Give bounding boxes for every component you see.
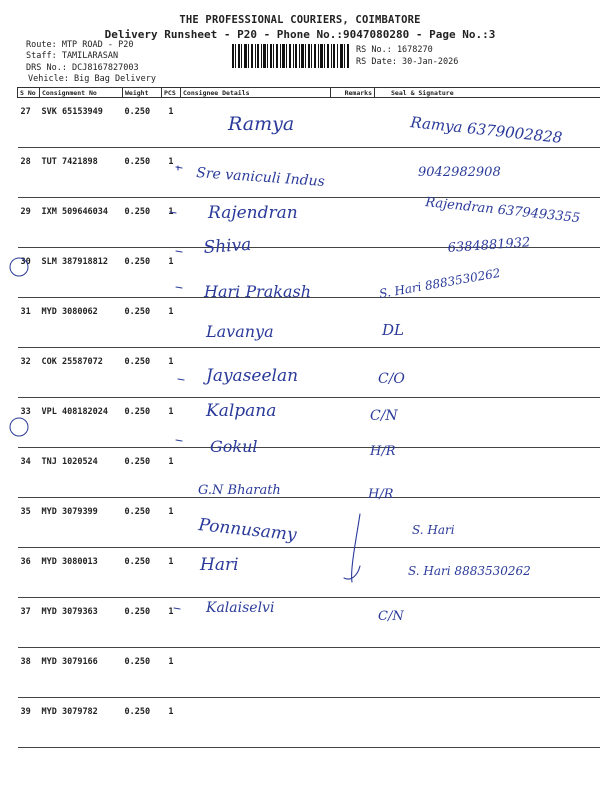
pcs: 1: [168, 307, 174, 317]
sno: 34: [18, 448, 40, 498]
table-row: [18, 348, 600, 398]
table-row: [18, 248, 600, 298]
weight: 0.250: [123, 448, 162, 498]
pcs: 1: [168, 607, 174, 617]
sno: 33: [18, 398, 40, 448]
consignee-handwriting: Rajendran: [208, 203, 298, 223]
table-header-row: [18, 88, 600, 98]
consignment-no: TNJ 1020524: [40, 448, 123, 498]
consignee-handwriting: Kalaiselvi: [206, 600, 275, 616]
consignee-handwriting: Ramya: [228, 113, 295, 135]
rs-number: RS No.: 1678270: [356, 45, 433, 55]
signature-handwriting: Rajendran 6379493355: [424, 195, 581, 227]
table-row: [18, 148, 600, 198]
sno: 37: [18, 598, 40, 648]
pcs-cell: [162, 298, 181, 348]
sno: 39: [18, 698, 40, 748]
consignment-no: MYD 3079782: [40, 698, 123, 748]
consignment-no: TUT 7421898: [40, 148, 123, 198]
consignment-no: MYD 3080062: [40, 298, 123, 348]
table-row: [18, 598, 600, 648]
consignee-handwriting: Shiva: [202, 234, 253, 258]
col-weight: Weight: [123, 88, 162, 98]
signature-handwriting: S. Hari 8883530262: [408, 564, 531, 578]
col-pcs: PCS: [162, 88, 181, 98]
table-row: [18, 548, 600, 598]
signature-handwriting: H/R: [368, 487, 394, 502]
table-row: [18, 298, 600, 348]
weight: 0.250: [123, 398, 162, 448]
rs-date: RS Date: 30-Jan-2026: [356, 57, 459, 67]
staff-label: Staff: TAMILARASAN: [26, 51, 119, 61]
drs-number: DRS No.: DCJ8167827003: [26, 63, 139, 73]
signature-handwriting: 9042982908: [418, 165, 501, 180]
consignee-handwriting: Jayaseelan: [206, 366, 299, 386]
col-remarks: Remarks: [331, 88, 375, 98]
consignment-no: MYD 3080013: [40, 548, 123, 598]
col-consignment: Consignment No: [40, 88, 123, 98]
vehicle-label: Vehicle: Big Bag Delivery: [28, 74, 156, 84]
pcs: 1: [168, 357, 174, 367]
pcs-cell: [162, 98, 181, 148]
sno: 29: [18, 198, 40, 248]
weight: 0.250: [123, 548, 162, 598]
weight: 0.250: [123, 348, 162, 398]
consignee-handwriting: Kalpana: [206, 401, 277, 421]
company-title: THE PROFESSIONAL COURIERS, COIMBATORE: [179, 14, 421, 26]
sno: 32: [18, 348, 40, 398]
col-sno: S No: [18, 88, 40, 98]
signature-handwriting: C/N: [378, 609, 404, 624]
pcs: 1: [168, 157, 174, 167]
table-row: [18, 448, 600, 498]
consignment-no: MYD 3079399: [40, 498, 123, 548]
signature-handwriting: S. Hari: [412, 523, 455, 537]
pcs: 1: [168, 507, 174, 517]
sno: 35: [18, 498, 40, 548]
col-consignee: Consignee Details: [181, 88, 331, 98]
pcs-cell: [162, 448, 181, 498]
weight: 0.250: [123, 648, 162, 698]
consignment-no: SVK 65153949: [40, 98, 123, 148]
consignment-no: IXM 509646034: [40, 198, 123, 248]
sno: 36: [18, 548, 40, 598]
consignee-handwriting: G.N Bharath: [198, 483, 281, 498]
pcs: 1: [168, 107, 174, 117]
runsheet-subtitle: Delivery Runsheet - P20 - Phone No.:9047080280 - Page No.:3: [104, 28, 496, 41]
sno: 27: [18, 98, 40, 148]
pcs-cell: [162, 198, 181, 248]
signature-handwriting: S. Hari 8883530262: [378, 265, 502, 301]
pcs-cell: [162, 548, 181, 598]
weight: 0.250: [123, 248, 162, 298]
pcs: 1: [168, 407, 174, 417]
pcs-cell: [162, 148, 181, 198]
route-label: Route: MTP ROAD - P20: [26, 40, 134, 50]
signature-handwriting: DL: [382, 321, 404, 339]
sno: 30: [18, 248, 40, 298]
consignment-no: SLM 387918812: [40, 248, 123, 298]
consignee-handwriting: Lavanya: [206, 322, 274, 341]
pcs: 1: [168, 207, 174, 217]
sno: 38: [18, 648, 40, 698]
table-row: [18, 98, 600, 148]
weight: 0.250: [123, 198, 162, 248]
consignee-handwriting: Hari: [200, 555, 239, 575]
pcs: 1: [168, 457, 174, 467]
pcs-cell: [162, 698, 181, 748]
consignment-no: MYD 3079363: [40, 598, 123, 648]
weight: 0.250: [123, 298, 162, 348]
pcs: 1: [168, 707, 174, 717]
col-signature: Seal & Signature: [375, 88, 600, 98]
table-row: [18, 198, 600, 248]
pcs: 1: [168, 557, 174, 567]
consignment-no: COK 25587072: [40, 348, 123, 398]
signature-handwriting: C/O: [378, 371, 405, 387]
signature-handwriting: 6384881932: [447, 235, 531, 256]
table-row: [18, 398, 600, 448]
consignment-no: MYD 3079166: [40, 648, 123, 698]
pcs-cell: [162, 648, 181, 698]
weight: 0.250: [123, 148, 162, 198]
consignment-no: VPL 408182024: [40, 398, 123, 448]
pcs: 1: [168, 257, 174, 267]
pcs-cell: [162, 348, 181, 398]
weight: 0.250: [123, 598, 162, 648]
weight: 0.250: [123, 698, 162, 748]
consignee-handwriting: Hari Prakash: [204, 282, 312, 301]
weight: 0.250: [123, 98, 162, 148]
pcs-cell: [162, 498, 181, 548]
sno: 31: [18, 298, 40, 348]
table-row: [18, 698, 600, 748]
runsheet-table: [17, 87, 600, 748]
table-row: [18, 648, 600, 698]
signature-handwriting: H/R: [370, 444, 396, 459]
pcs: 1: [168, 657, 174, 667]
signature-handwriting: C/N: [370, 408, 398, 424]
pcs-cell: [162, 398, 181, 448]
consignee-handwriting: Gokul: [210, 437, 258, 456]
table-row: [18, 498, 600, 548]
pcs-cell: [162, 248, 181, 298]
pcs-cell: [162, 598, 181, 648]
barcode: [232, 44, 350, 68]
weight: 0.250: [123, 498, 162, 548]
consignee-handwriting: Ponnusamy: [197, 515, 298, 546]
consignee-handwriting: Sre vaniculi Indus: [195, 165, 326, 190]
sno: 28: [18, 148, 40, 198]
signature-handwriting: Ramya 6379002828: [409, 113, 564, 147]
